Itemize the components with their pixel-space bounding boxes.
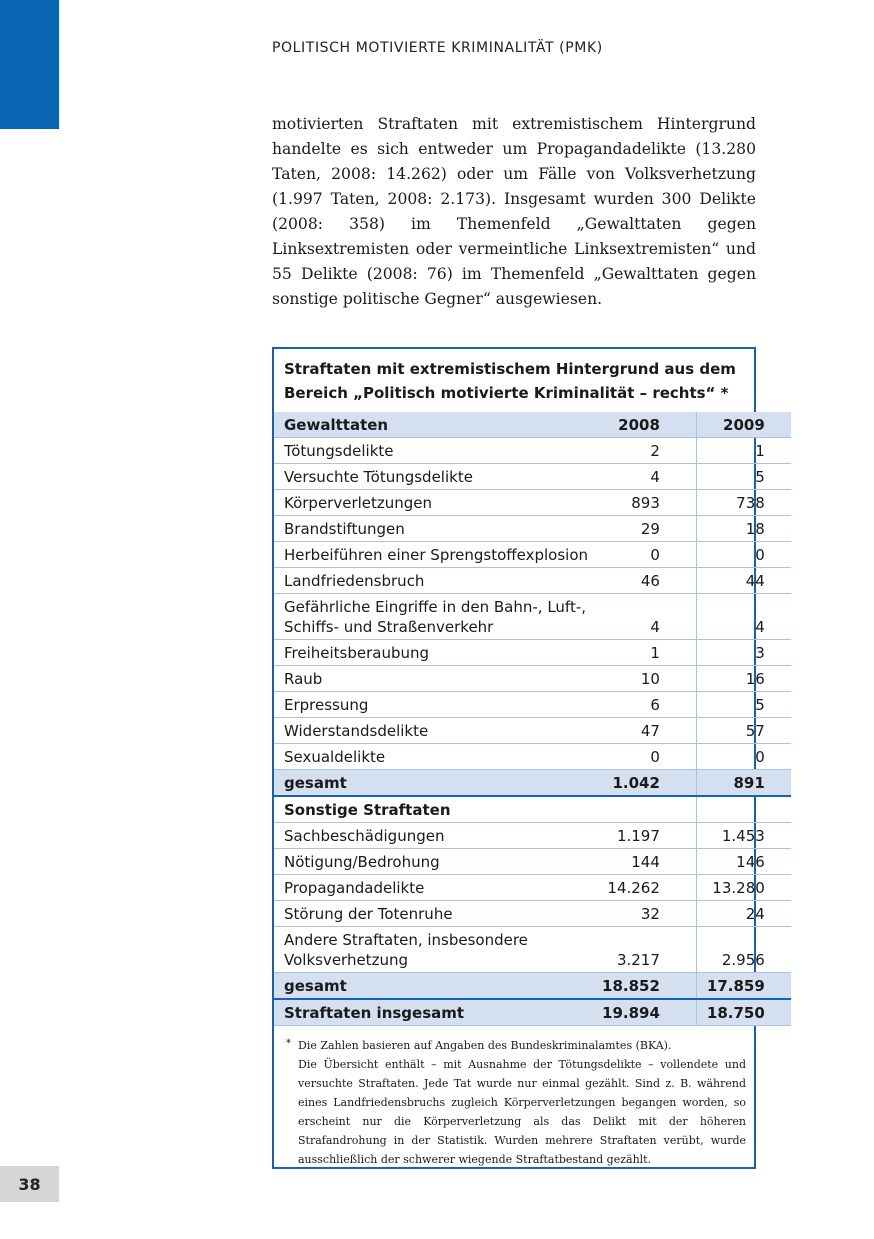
body-text: [272, 112, 756, 312]
total-label: gesamt: [274, 770, 592, 797]
table-row: [274, 640, 791, 666]
row-value-2008: 1: [592, 640, 696, 666]
section-header-row: [274, 796, 791, 823]
row-label: Andere Straftaten, insbesondere Volksverhetzung: [274, 927, 592, 973]
chapter-color-tab: [0, 0, 59, 129]
header-2009: 2009: [696, 412, 790, 438]
row-label: Gefährliche Eingriffe in den Bahn-, Luft-, Schiffs- und Straßenverkehr: [274, 594, 592, 640]
row-label: Widerstandsdelikte: [274, 718, 592, 744]
row-label: Landfriedensbruch: [274, 568, 592, 594]
row-value-2009: 0: [696, 744, 790, 770]
row-value-2009: 738: [696, 490, 790, 516]
total-2008: 18.852: [592, 973, 696, 1000]
statistics-table: [274, 412, 791, 1026]
row-label: Propagandadelikte: [274, 875, 592, 901]
table-row: [274, 875, 791, 901]
row-label: Versuchte Tötungsdelikte: [274, 464, 592, 490]
footnote-line-1: Die Zahlen basieren auf Angaben des Bundeskriminalamtes (BKA).: [298, 1039, 672, 1052]
grand-total-label: Straftaten insgesamt: [274, 999, 592, 1026]
row-value-2009: 1.453: [696, 823, 790, 849]
row-value-2008: 4: [592, 594, 696, 640]
row-value-2009: 44: [696, 568, 790, 594]
row-value-2008: 4: [592, 464, 696, 490]
row-value-2008: 46: [592, 568, 696, 594]
table-row: [274, 823, 791, 849]
row-value-2008: 14.262: [592, 875, 696, 901]
table-row: [274, 568, 791, 594]
row-value-2009: 146: [696, 849, 790, 875]
table-row: [274, 744, 791, 770]
header-2008: 2008: [592, 412, 696, 438]
violent-total-row: [274, 770, 791, 797]
table-row: [274, 692, 791, 718]
table-row: [274, 516, 791, 542]
table-row: [274, 464, 791, 490]
row-value-2009: 5: [696, 692, 790, 718]
row-value-2009: 5: [696, 464, 790, 490]
row-value-2008: 144: [592, 849, 696, 875]
row-value-2008: 32: [592, 901, 696, 927]
row-value-2009: 0: [696, 542, 790, 568]
row-value-2009: 16: [696, 666, 790, 692]
body-paragraph: motivierten Straftaten mit extremistischem Hintergrund handelte es sich entweder um Propagandadelikte (13.280 Taten, 2008: 14.262) oder um Fälle von Volksverhetzung (1.997 Taten, 2008: 2.173). Insgesamt wurden 300 Delikte (2008: 358) im Themenfeld „Gewalttaten gegen Linksextremisten oder vermeintliche Linksextremisten“ und 55 Delikte (2008: 76) im Themenfeld „Gewalttaten gegen sonstige politische Gegner“ ausgewiesen.: [272, 115, 756, 308]
table-row: [274, 594, 791, 640]
row-label: Störung der Totenruhe: [274, 901, 592, 927]
table-row: [274, 438, 791, 464]
row-value-2009: 13.280: [696, 875, 790, 901]
footnote-marker: *: [286, 1038, 291, 1049]
row-value-2008: 0: [592, 744, 696, 770]
row-label: Erpressung: [274, 692, 592, 718]
section-empty-2008: [592, 796, 696, 823]
row-value-2008: 2: [592, 438, 696, 464]
row-label: Freiheitsberaubung: [274, 640, 592, 666]
section-label: Sonstige Straftaten: [274, 796, 592, 823]
table-row: [274, 718, 791, 744]
row-label: Herbeiführen einer Sprengstoffexplosion: [274, 542, 592, 568]
row-label: Raub: [274, 666, 592, 692]
row-value-2009: 18: [696, 516, 790, 542]
table-row: [274, 542, 791, 568]
total-2009: 17.859: [696, 973, 790, 1000]
grand-total-row: [274, 999, 791, 1026]
table-row: [274, 666, 791, 692]
table-row: [274, 849, 791, 875]
statistics-box: [272, 347, 765, 1169]
table-row: [274, 490, 791, 516]
row-value-2008: 1.197: [592, 823, 696, 849]
table-footnote: [274, 1026, 754, 1169]
table-row: [274, 927, 791, 973]
total-2009: 891: [696, 770, 790, 797]
row-value-2008: 893: [592, 490, 696, 516]
row-label: Tötungsdelikte: [274, 438, 592, 464]
total-2008: 1.042: [592, 770, 696, 797]
row-value-2008: 6: [592, 692, 696, 718]
table-header-row: [274, 412, 791, 438]
row-value-2008: 29: [592, 516, 696, 542]
row-value-2008: 0: [592, 542, 696, 568]
row-value-2008: 47: [592, 718, 696, 744]
row-value-2009: 57: [696, 718, 790, 744]
grand-total-2008: 19.894: [592, 999, 696, 1026]
section-empty-2009: [696, 796, 790, 823]
row-label: Sachbeschädigungen: [274, 823, 592, 849]
table-row: [274, 901, 791, 927]
footnote-line-2: Die Übersicht enthält – mit Ausnahme der Tötungsdelikte – vollendete und versuchte Straftaten. Jede Tat wurde nur einmal gezählt. Sind z. B. während eines Landfriedensbruchs zugleich Körperverletzungen begangen worden, so erscheint nur die Körperverletzung als das Delikt mit der höheren Strafandrohung in der Statistik. Wurden mehrere Straftaten verübt, wurde ausschließlich der schwerer wiegende Straftatbestand gezählt.: [298, 1058, 746, 1166]
other-total-row: [274, 973, 791, 1000]
total-label: gesamt: [274, 973, 592, 1000]
header-label: Gewalttaten: [274, 412, 592, 438]
row-value-2009: 3: [696, 640, 790, 666]
row-label: Brandstiftungen: [274, 516, 592, 542]
row-value-2009: 4: [696, 594, 790, 640]
page-number: 38: [0, 1166, 59, 1202]
row-value-2008: 10: [592, 666, 696, 692]
row-value-2009: 1: [696, 438, 790, 464]
row-label: Körperverletzungen: [274, 490, 592, 516]
row-label: Sexualdelikte: [274, 744, 592, 770]
running-head: POLITISCH MOTIVIERTE KRIMINALITÄT (PMK): [272, 40, 603, 56]
grand-total-2009: 18.750: [696, 999, 790, 1026]
row-label: Nötigung/Bedrohung: [274, 849, 592, 875]
table-title: Straftaten mit extremistischem Hintergrund aus dem Bereich „Politisch motivierte Kriminalität – rechts“ *: [284, 360, 736, 402]
row-value-2009: 2.956: [696, 927, 790, 973]
row-value-2008: 3.217: [592, 927, 696, 973]
row-value-2009: 24: [696, 901, 790, 927]
